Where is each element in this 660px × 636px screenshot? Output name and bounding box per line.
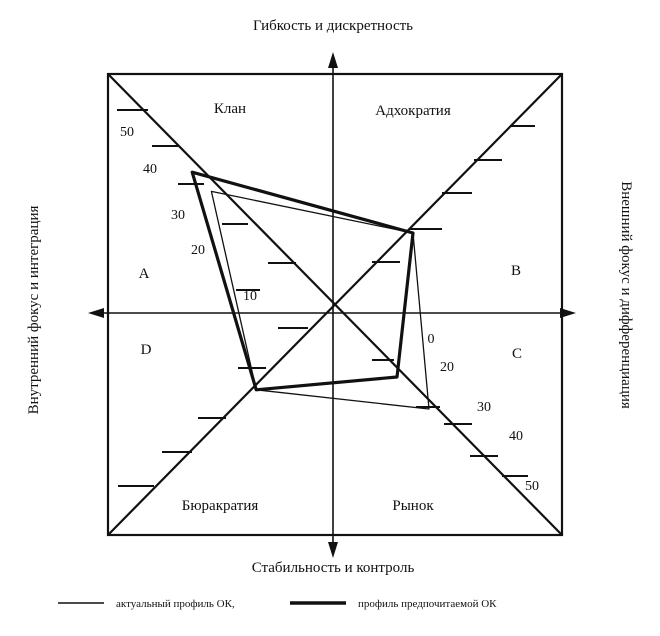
legend-label-actual: актуальный профиль ОК, — [116, 598, 235, 610]
scale-label-lr-20: 20 — [440, 360, 454, 375]
quadrant-label-market: Рынок — [392, 498, 434, 514]
legend-label-preferred: профиль предпочитаемой ОК — [358, 598, 497, 610]
quadrant-letter-c: C — [511, 346, 523, 362]
scale-label-ul-40: 40 — [143, 162, 157, 177]
scale-label-ul-10: 10 — [243, 289, 257, 304]
axis-title-right: Внешний фокус и дифференциация — [618, 181, 634, 409]
axis-title-bottom: Стабильность и контроль — [251, 560, 415, 576]
quadrant-label-hierarchy: Бюракратия — [181, 498, 259, 514]
scale-label-lr-30: 30 — [477, 400, 491, 415]
scale-label-ul-30: 30 — [171, 208, 185, 223]
quadrant-letter-d: D — [140, 342, 152, 358]
legend — [58, 598, 497, 610]
horizontal-axis-arrow-left — [88, 308, 104, 318]
quadrant-label-adhocracy: Адхократия — [375, 103, 451, 119]
vertical-axis-arrow-up — [328, 52, 338, 68]
axis-title-left: Внутренний фокус и интеграция — [26, 205, 42, 415]
quadrant-letter-b: B — [510, 263, 522, 279]
scale-label-lr-40: 40 — [509, 429, 523, 444]
scale-label-lr-50: 50 — [525, 479, 539, 494]
scale-label-ul-20: 20 — [191, 243, 205, 258]
scale-label-lr-0: 0 — [427, 332, 435, 347]
scale-label-ul-50: 50 — [120, 125, 134, 140]
axis-title-top: Гибкость и дискретность — [252, 18, 414, 34]
quadrant-label-clan: Клан — [213, 101, 247, 117]
quadrant-letter-a: A — [138, 266, 150, 282]
horizontal-axis-arrow-right — [560, 308, 576, 318]
preferred-profile-polygon — [192, 172, 413, 390]
vertical-axis-arrow-down — [328, 542, 338, 558]
